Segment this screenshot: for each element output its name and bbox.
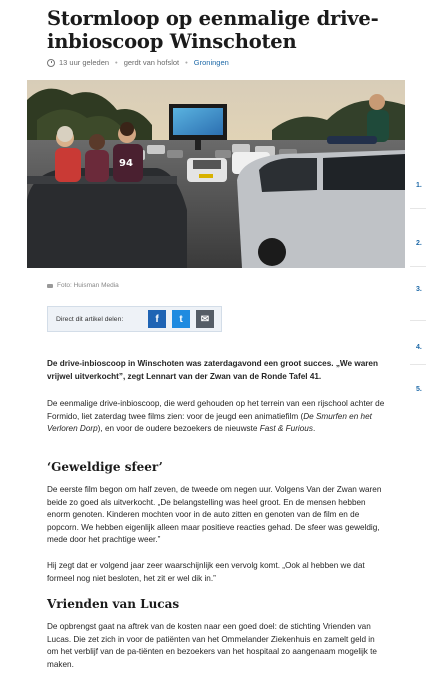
share-bar [47,306,222,332]
camera-icon [47,284,53,288]
sidebar-item-number[interactable]: 3. [416,286,422,293]
article-paragraph [47,398,387,436]
article-meta [47,58,229,67]
share-label: Direct dit artikel delen: [56,315,124,323]
facebook-share-button[interactable]: f [148,310,166,328]
photo-credit: Foto: Huisman Media [57,282,119,289]
article-paragraph: De opbrengst gaat na aftrek van de kosten naar een goed doel: de stichting Vrienden van Lucas. Die zet zich in voor de patiënten van het Ommelander Ziekenhuis en zamelt geld in om het verblijf van de pa-tiënten en bezoekers van het hospitaal zo aangenaam mogelijk te maken. [47,622,377,669]
clock-icon [47,59,55,67]
divider [410,208,426,209]
article-photo [27,80,405,268]
paragraph-text: ), en voor de oudere bezoekers de nieuwste [97,424,260,433]
publish-time: 13 uur geleden [59,58,110,67]
region-link[interactable]: Groningen [193,58,229,67]
twitter-share-button[interactable]: t [172,310,190,328]
film-title: Fast & Furious [259,424,313,433]
divider [410,266,426,267]
sidebar-list [410,150,426,410]
sidebar-item-number[interactable]: 4. [416,344,422,351]
meta-separator: • [185,58,188,67]
paragraph-text: De eenmalige drive-inbioscoop, die werd gehouden op het terrein van een rijschool achter de Formido, liet zaterdag twee films zien: voor de jeugd een animatiefilm ( [47,399,385,421]
sidebar-item-number[interactable]: 2. [416,240,422,247]
meta-separator: • [115,58,118,67]
section-heading: Vrienden van Lucas [47,597,180,611]
film-title: De Smurfen en het Verloren Dorp [47,411,372,433]
section-heading: ‘Geweldige sfeer’ [47,460,163,474]
article-paragraph: De eerste film begon om half zeven, de tweede om negen uur. Volgens Van der Zwan waren beide zo goed als uitverkocht. „De belangstelling was heel groot. En de mensen hebben enorm genoten. Kinderen mochten voor in de auto zitten en genoten van de film en de popcorn. We hebben eigenlijk alleen maar positieve reacties gehad. De sfeer was geweldig, mede door het prachtige weer.” [47,485,382,544]
article-intro: De drive-inbioscoop in Winschoten was zaterdagavond een groot succes. „We waren vrijwel uitverkocht”, zegt Lennart van der Zwan van de Ronde Tafel 41. [47,359,378,381]
mail-share-button[interactable]: ✉ [196,310,214,328]
article-paragraph: Hij zegt dat er volgend jaar zeer waarschijnlijk een vervolg komt. „Ook al hebben we dat formeel nog niet besloten, het zit er wel dik in.” [47,561,365,583]
svg-text:94: 94 [119,158,133,169]
sidebar-item-number[interactable]: 5. [416,386,422,393]
divider [410,320,426,321]
author-name: gerdt van hofslot [123,58,180,67]
article-title: Stormloop op eenmalige drive-inbioscoop Winschoten [47,7,379,53]
photo-caption [47,282,119,289]
divider [410,364,426,365]
paragraph-text: . [312,424,316,433]
sidebar-item-number[interactable]: 1. [416,182,422,189]
